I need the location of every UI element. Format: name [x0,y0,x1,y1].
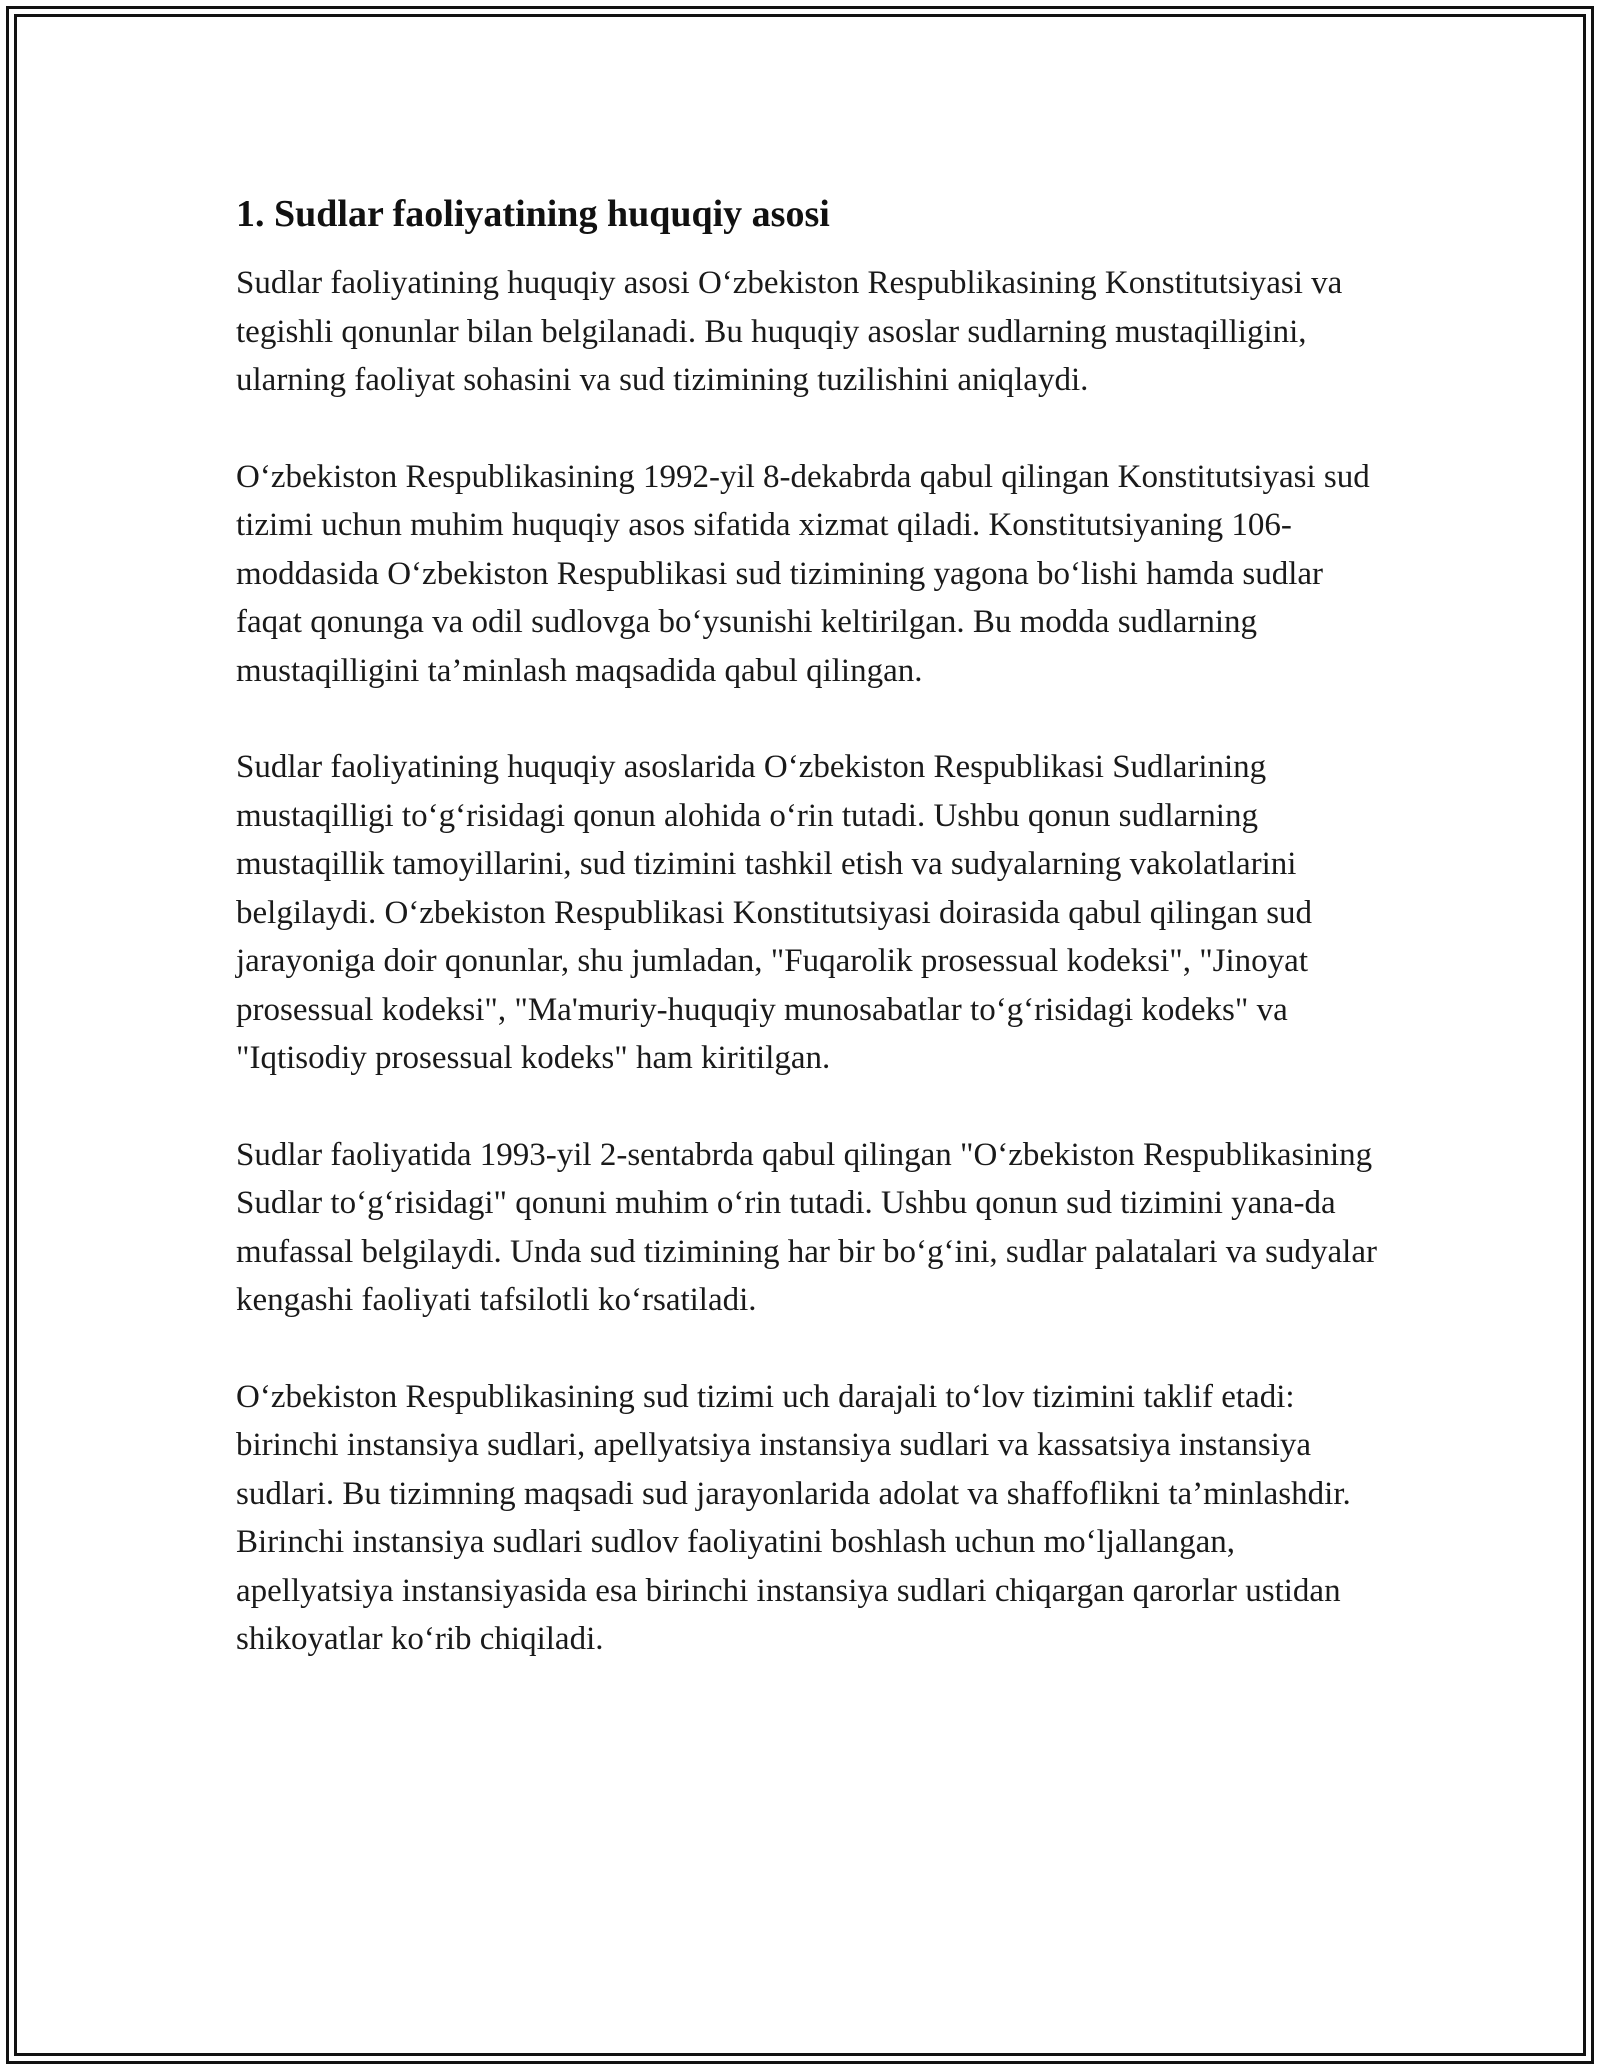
section-heading: 1. Sudlar faoliyatining huquqiy asosi [236,193,830,235]
document-body [236,186,1386,1664]
paragraph-4: Sudlar faoliyatida 1993-yil 2-sentabrda qabul qilingan "O‘zbekiston Respublikasining Sudlar to‘g‘risidagi" qonuni muhim o‘rin tutadi. Ushbu qonun sud tizimini yana-da mufassal belgilaydi. Unda sud tizimining har bir bo‘g‘ini, sudlar palatalari va sudyalar kengashi faoliyati tafsilotli ko‘rsatiladi. [236,1136,1377,1318]
paragraph-3: Sudlar faoliyatining huquqiy asoslarida O‘zbekiston Respublikasi Sudlarining mustaqilligi to‘g‘risidagi qonun alohida o‘rin tutadi. Ushbu qonun sudlarning mustaqillik tamoyillarini, sud tizimini tashkil etish va sudyalarning vakolatlarini belgilaydi. O‘zbekiston Respublikasi Konstitutsiyasi doirasida qabul qilingan sud jarayoniga doir qonunlar, shu jumladan, "Fuqarolik prosessual kodeksi", "Jinoyat prosessual kodeksi", "Ma'muriy-huquqiy munosabatlar to‘g‘risidagi kodeks" va "Iqtisodiy prosessual kodeks" ham kiritilgan. [236,749,1313,1076]
paragraph-2: O‘zbekiston Respublikasining 1992-yil 8-dekabrda qabul qilingan Konstitutsiyasi sud tizimi uchun muhim huquqiy asos sifatida xizmat qiladi. Konstitutsiyaning 106-moddasida O‘zbekiston Respublikasi sud tizimining yagona bo‘lishi hamda sudlar faqat qonunga va odil sudlovga bo‘ysunishi keltirilgan. Bu modda sudlarning mustaqilligini ta’minlash maqsadida qabul qilingan. [236,458,1370,689]
paragraph-1: Sudlar faoliyatining huquqiy asosi O‘zbekiston Respublikasining Konstitutsiyasi va tegishli qonunlar bilan belgilanadi. Bu huquqiy asoslar sudlarning mustaqilligini, ularning faoliyat sohasini va sud tizimining tuzilishini aniqlaydi. [236,265,1343,398]
paragraph-5: O‘zbekiston Respublikasining sud tizimi uch darajali to‘lov tizimini taklif etadi: birinchi instansiya sudlari, apellyatsiya instansiya sudlari va kassatsiya instansiya sudlari. Bu tizimning maqsadi sud jarayonlarida adolat va shaffoflikni ta’minlashdir. Birinchi instansiya sudlari sudlov faoliyatini boshlash uchun mo‘ljallangan, apellyatsiya instansiyasida esa birinchi instansiya sudlari chiqargan qarorlar ustidan shikoyatlar ko‘rib chiqiladi. [236,1378,1351,1657]
